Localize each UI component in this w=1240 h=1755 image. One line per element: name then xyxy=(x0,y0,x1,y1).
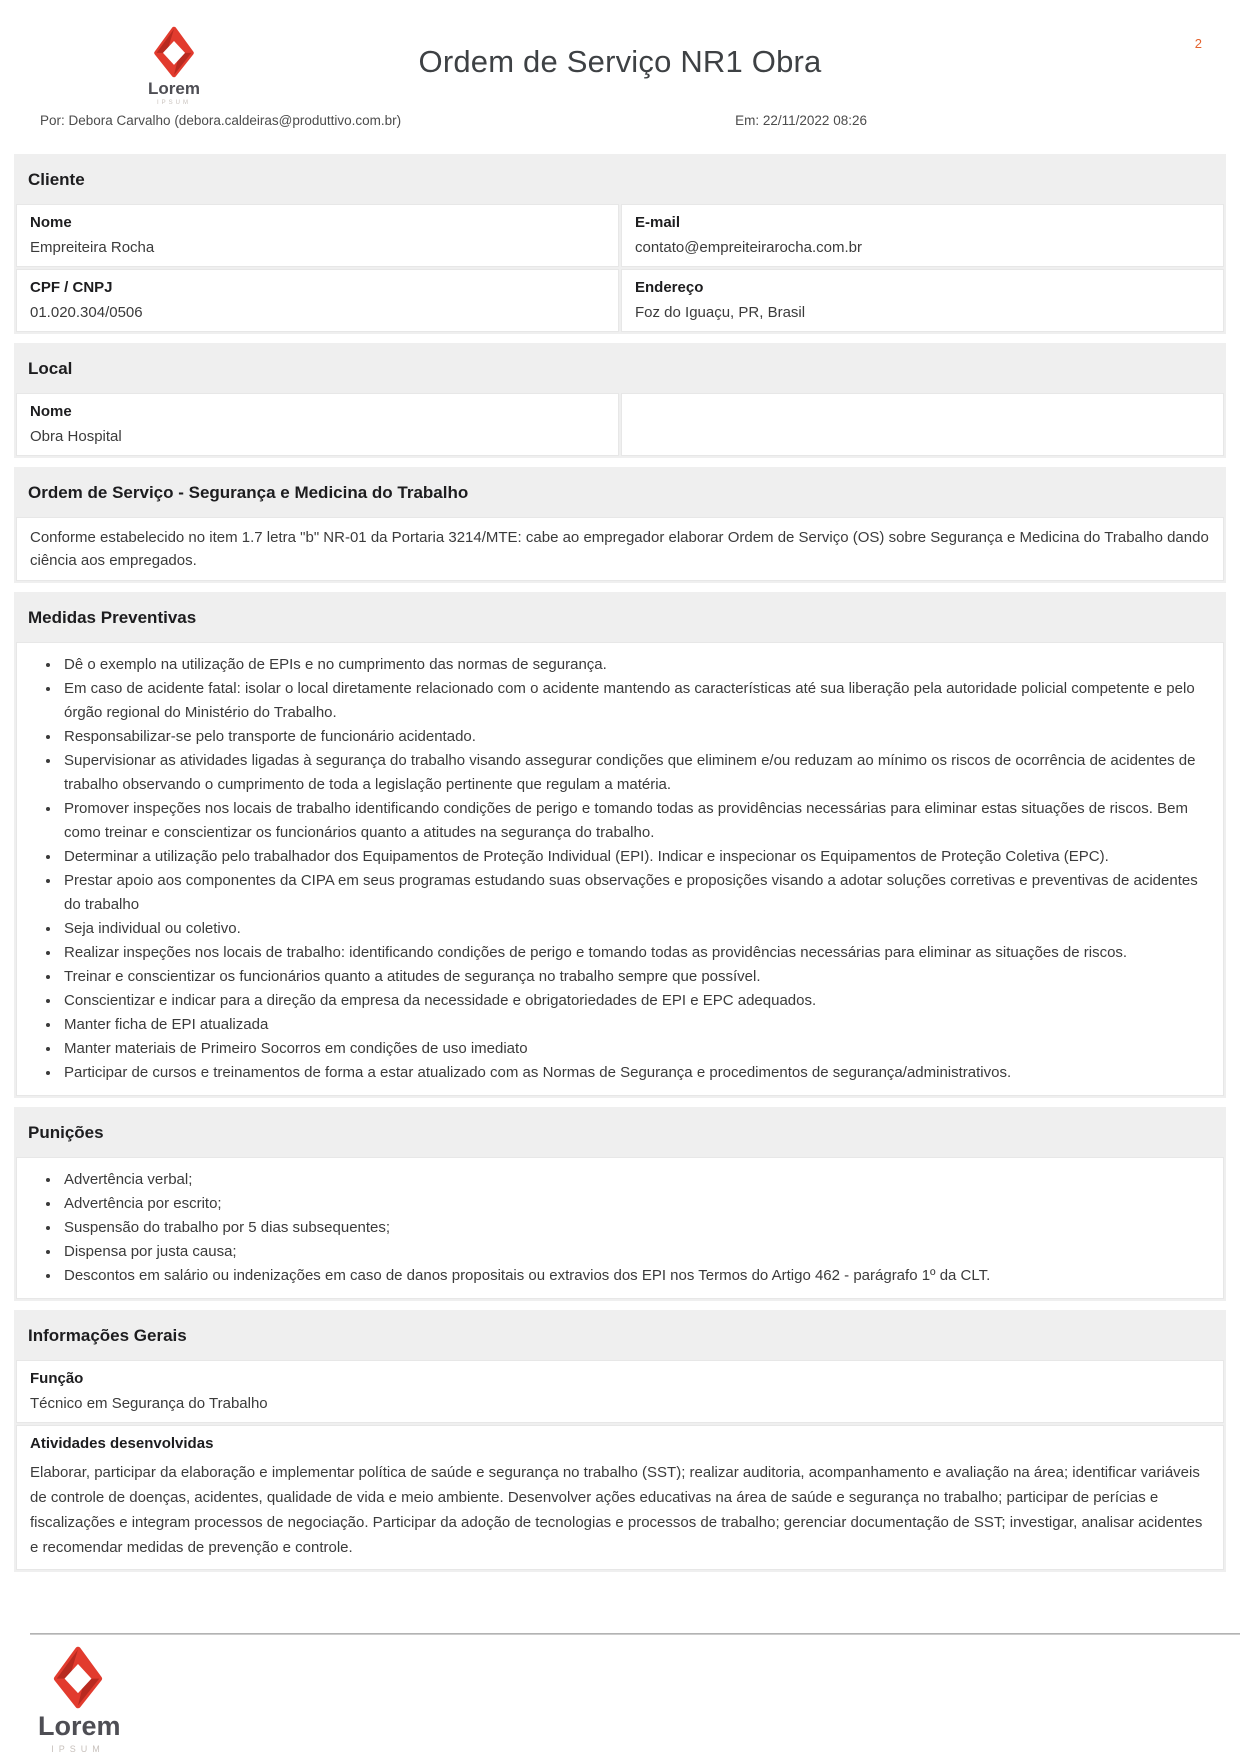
logo-subname: IPSUM xyxy=(156,100,191,106)
date-line: Em: 22/11/2022 08:26 xyxy=(735,113,867,128)
section-cliente xyxy=(14,154,1226,334)
field-cell-email xyxy=(621,204,1224,267)
field-cell-funcao xyxy=(16,1360,1224,1423)
field-cell-local-nome xyxy=(16,393,619,456)
medidas-list-container xyxy=(16,642,1224,1096)
logo-name: Lorem xyxy=(148,79,200,98)
field-value: 01.020.304/0506 xyxy=(30,304,143,321)
section-local xyxy=(14,343,1226,458)
section-title-medidas: Medidas Preventivas xyxy=(28,608,197,627)
list-item: • Descontos em salário ou indenizações em caso de danos propositais ou extravios dos EPI nos Termos do Artigo 462 - parágrafo 1º da CLT. xyxy=(61,1264,1210,1288)
field-cell-empty xyxy=(621,393,1224,456)
page-title: Ordem de Serviço NR1 Obra xyxy=(418,44,822,79)
footer-divider xyxy=(30,1633,1240,1635)
cliente-row-1 xyxy=(16,204,1224,267)
list-item: • Seja individual ou coletivo. xyxy=(61,917,1210,941)
medidas-list xyxy=(30,653,1210,1085)
logo-subname: IPSUM xyxy=(51,1744,105,1754)
list-item: • Suspensão do trabalho por 5 dias subsequentes; xyxy=(61,1216,1210,1240)
section-title-cliente: Cliente xyxy=(28,170,85,189)
author-line: Por: Debora Carvalho (debora.caldeiras@produttivo.com.br) xyxy=(40,113,402,128)
field-cell-nome xyxy=(16,204,619,267)
punicoes-list-container xyxy=(16,1157,1224,1299)
field-label: CPF / CNPJ xyxy=(30,279,113,296)
field-cell-endereco xyxy=(621,269,1224,332)
list-item: • Dê o exemplo na utilização de EPIs e no cumprimento das normas de segurança. xyxy=(61,653,1210,677)
section-ordem xyxy=(14,467,1226,583)
list-item: • Determinar a utilização pelo trabalhador dos Equipamentos de Proteção Individual (EPI). Indicar e inspecionar os Equipamentos de Proteção Coletiva (EPC). xyxy=(61,845,1210,869)
logo-name: Lorem xyxy=(38,1711,121,1741)
gerais-row-atividades xyxy=(16,1425,1224,1570)
list-item: • Participar de cursos e treinamentos de forma a estar atualizado com as Normas de Segurança e procedimentos de segurança/administrativos. xyxy=(61,1061,1210,1085)
list-item: • Promover inspeções nos locais de trabalho identificando condições de perigo e tomando todas as providências necessárias para eliminar estas situações de riscos. Bem como treinar e conscientizar os funcionários quanto a atitudes na segurança do trabalho. xyxy=(61,797,1210,845)
field-value: Empreiteira Rocha xyxy=(30,239,155,256)
page-number: 2 xyxy=(1194,36,1202,51)
field-label: Nome xyxy=(30,403,72,420)
field-value: Técnico em Segurança do Trabalho xyxy=(30,1395,268,1412)
field-label: Endereço xyxy=(635,279,704,296)
field-value: Obra Hospital xyxy=(30,428,122,445)
field-value: contato@empreiteirarocha.com.br xyxy=(635,239,862,256)
footer-logo xyxy=(38,1646,121,1754)
field-cell-cpf-cnpj xyxy=(16,269,619,332)
field-value: Elaborar, participar da elaboração e implementar política de saúde e segurança no trabalho (SST); realizar auditoria, acompanhamento e avaliação na área; identificar variáveis de controle de doenças, acidentes, qualidade de vida e meio ambiente. Desenvolver ações educativas na área de saúde e segurança no trabalho; participar de perícias e fiscalizações e integram processos de negociação. Participar da adoção de tecnologias e processos de trabalho; gerenciar documentação de SST; investigar, analisar acidentes e recomendar medidas de prevenção e controle. xyxy=(30,1464,1203,1556)
list-item: • Advertência por escrito; xyxy=(61,1192,1210,1216)
field-cell-atividades xyxy=(16,1425,1224,1570)
field-label: Atividades desenvolvidas xyxy=(30,1435,214,1452)
section-medidas xyxy=(14,592,1226,1098)
document-body xyxy=(14,154,1226,1572)
list-item: • Conscientizar e indicar para a direção da empresa da necessidade e obrigatoriedades de EPI e EPC adequados. xyxy=(61,989,1210,1013)
meta-row xyxy=(14,113,1226,128)
list-item: • Treinar e conscientizar os funcionários quanto a atitudes de segurança no trabalho sempre que possível. xyxy=(61,965,1210,989)
field-label: Nome xyxy=(30,214,72,231)
header-logo xyxy=(143,26,205,106)
list-item: • Responsabilizar-se pelo transporte de funcionário acidentado. xyxy=(61,725,1210,749)
cliente-row-2 xyxy=(16,269,1224,332)
field-label: Função xyxy=(30,1370,84,1387)
ordem-body: Conforme estabelecido no item 1.7 letra "b" NR-01 da Portaria 3214/MTE: cabe ao empregador elaborar Ordem de Serviço (OS) sobre Segurança e Medicina do Trabalho dando ciência aos empregados. xyxy=(16,517,1224,581)
section-title-local: Local xyxy=(28,359,73,378)
section-title-ordem: Ordem de Serviço - Segurança e Medicina do Trabalho xyxy=(28,483,469,502)
logo-gem-icon xyxy=(38,1646,118,1709)
list-item: • Prestar apoio aos componentes da CIPA em seus programas estudando suas observações e proposições visando a adotar soluções corretivas e preventivas de acidentes do trabalho xyxy=(61,869,1210,917)
list-item: • Realizar inspeções nos locais de trabalho: identificando condições de perigo e tomando todas as providências necessárias para eliminar as situações de riscos. xyxy=(61,941,1210,965)
punicoes-list xyxy=(30,1168,1210,1288)
section-title-gerais: Informações Gerais xyxy=(28,1326,187,1345)
list-item: • Dispensa por justa causa; xyxy=(61,1240,1210,1264)
field-label: E-mail xyxy=(635,214,681,231)
section-title-punicoes: Punições xyxy=(28,1123,104,1142)
list-item: • Supervisionar as atividades ligadas à segurança do trabalho visando assegurar condições que eliminem e/ou reduzam ao mínimo os riscos de ocorrência de acidentes de trabalho observando o cumprimento de toda a legislação pertinente que regulam a matéria. xyxy=(61,749,1210,797)
section-punicoes xyxy=(14,1107,1226,1301)
logo-gem-icon xyxy=(143,26,205,78)
local-row-1 xyxy=(16,393,1224,456)
list-item: • Em caso de acidente fatal: isolar o local diretamente relacionado com o acidente mantendo as características até sua liberação pela autoridade policial competente e pelo órgão regional do Ministério do Trabalho. xyxy=(61,677,1210,725)
list-item: • Manter ficha de EPI atualizada xyxy=(61,1013,1210,1037)
list-item: • Advertência verbal; xyxy=(61,1168,1210,1192)
field-value: Foz do Iguaçu, PR, Brasil xyxy=(635,304,806,321)
section-gerais xyxy=(14,1310,1226,1572)
list-item: • Manter materiais de Primeiro Socorros em condições de uso imediato xyxy=(61,1037,1210,1061)
gerais-row-funcao xyxy=(16,1360,1224,1423)
